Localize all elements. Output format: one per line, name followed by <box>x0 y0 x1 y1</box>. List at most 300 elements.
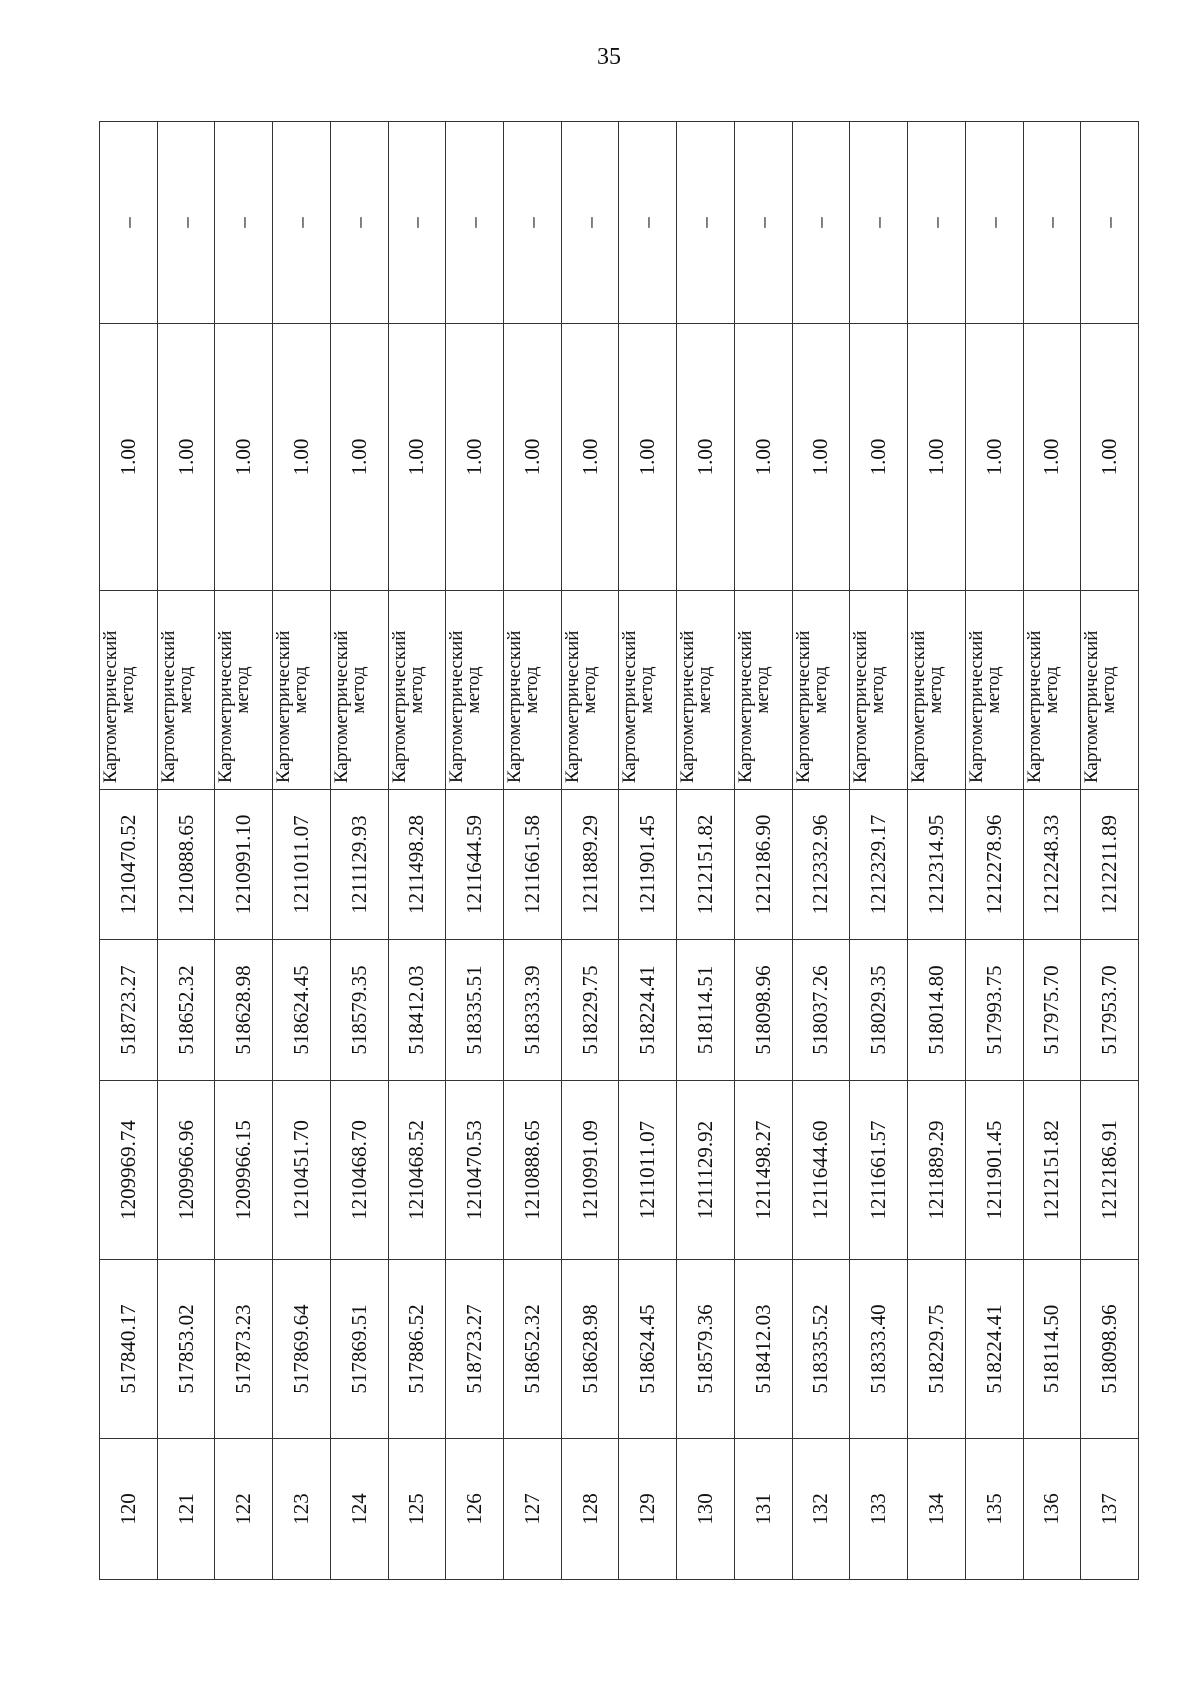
point-number: 137 <box>1097 1493 1122 1525</box>
start-x-cell <box>100 1260 158 1439</box>
note-value: – <box>1097 217 1122 228</box>
point-number: 124 <box>346 1493 371 1525</box>
end-x-value: 518723.27 <box>115 965 140 1055</box>
end-x-value: 518029.35 <box>866 965 891 1055</box>
note-value: – <box>808 217 833 228</box>
start-y-cell <box>446 1081 504 1260</box>
method-line2: метод <box>232 666 254 714</box>
accuracy-cell <box>734 324 792 591</box>
table-row <box>1081 122 1139 1580</box>
end-y-value: 1212314.95 <box>923 814 948 915</box>
method-line2: метод <box>174 666 196 714</box>
accuracy-value: 1.00 <box>866 438 891 476</box>
point-number: 128 <box>577 1493 602 1525</box>
point-number: 127 <box>519 1493 544 1525</box>
method-line2: метод <box>1040 666 1062 714</box>
point-number: 125 <box>404 1493 429 1525</box>
method-cell <box>908 591 966 790</box>
note-cell <box>619 122 677 324</box>
start-x-value: 518333.40 <box>866 1304 891 1394</box>
start-y-cell <box>792 1081 850 1260</box>
end-y-cell <box>908 790 966 940</box>
method-cell <box>1081 591 1139 790</box>
end-y-cell <box>1023 790 1081 940</box>
method-line1: Картометрический <box>561 630 583 783</box>
end-x-value: 518098.96 <box>750 965 775 1055</box>
method-cell <box>561 591 619 790</box>
start-x-value: 517869.51 <box>346 1304 371 1394</box>
table-body <box>100 122 1139 1580</box>
accuracy-cell <box>100 324 158 591</box>
accuracy-cell <box>1081 324 1139 591</box>
rotated-table-container <box>99 122 1139 1580</box>
note-value: – <box>462 217 487 228</box>
start-x-value: 518628.98 <box>577 1304 602 1394</box>
accuracy-value: 1.00 <box>404 438 429 476</box>
accuracy-value: 1.00 <box>173 438 198 476</box>
start-y-value: 1210470.53 <box>462 1120 487 1220</box>
end-x-cell <box>965 940 1023 1081</box>
note-cell <box>446 122 504 324</box>
accuracy-value: 1.00 <box>289 438 314 476</box>
note-value: – <box>693 217 718 228</box>
table-row <box>908 122 966 1580</box>
method-line1: Картометрический <box>100 630 121 783</box>
table-row <box>504 122 562 1580</box>
end-y-cell <box>157 790 215 940</box>
end-y-value: 1211901.45 <box>635 815 660 914</box>
start-x-value: 517840.17 <box>115 1304 140 1394</box>
method-cell <box>792 591 850 790</box>
start-x-value: 518098.96 <box>1097 1304 1122 1394</box>
note-value: – <box>635 217 660 228</box>
accuracy-cell <box>965 324 1023 591</box>
start-x-cell <box>619 1260 677 1439</box>
note-cell <box>504 122 562 324</box>
end-x-cell <box>330 940 388 1081</box>
start-y-cell <box>330 1081 388 1260</box>
start-x-value: 518224.41 <box>981 1304 1006 1394</box>
start-x-value: 517853.02 <box>173 1304 198 1394</box>
start-y-cell <box>677 1081 735 1260</box>
note-cell <box>1081 122 1139 324</box>
start-x-cell <box>792 1260 850 1439</box>
end-x-value: 518114.51 <box>693 965 718 1055</box>
method-line2: метод <box>117 666 138 714</box>
end-x-cell <box>792 940 850 1081</box>
start-y-value: 1210991.09 <box>577 1120 602 1220</box>
note-cell <box>850 122 908 324</box>
end-y-value: 1210470.52 <box>115 814 140 915</box>
note-value: – <box>1039 217 1064 228</box>
start-x-cell <box>330 1260 388 1439</box>
point-number-cell <box>561 1439 619 1580</box>
end-x-value: 518224.41 <box>635 965 660 1055</box>
start-x-value: 518723.27 <box>462 1304 487 1394</box>
note-cell <box>734 122 792 324</box>
accuracy-value: 1.00 <box>1039 438 1064 476</box>
method-cell <box>215 591 273 790</box>
table-row <box>734 122 792 1580</box>
note-cell <box>157 122 215 324</box>
accuracy-value: 1.00 <box>115 438 140 476</box>
start-y-value: 1211661.57 <box>866 1120 891 1220</box>
end-y-cell <box>446 790 504 940</box>
start-y-value: 1209969.74 <box>115 1120 140 1220</box>
start-x-cell <box>1023 1260 1081 1439</box>
end-x-cell <box>157 940 215 1081</box>
method-line2: метод <box>347 666 369 714</box>
end-x-cell <box>100 940 158 1081</box>
accuracy-value: 1.00 <box>1097 438 1122 476</box>
start-y-value: 1209966.96 <box>173 1120 198 1220</box>
accuracy-value: 1.00 <box>808 438 833 476</box>
end-y-cell <box>388 790 446 940</box>
start-x-cell <box>561 1260 619 1439</box>
method-line2: метод <box>636 666 658 714</box>
start-x-value: 518335.52 <box>808 1304 833 1394</box>
end-x-value: 517993.75 <box>981 965 1006 1055</box>
end-x-cell <box>446 940 504 1081</box>
end-x-cell <box>561 940 619 1081</box>
point-number-cell <box>330 1439 388 1580</box>
end-x-value: 518014.80 <box>923 965 948 1055</box>
end-y-cell <box>100 790 158 940</box>
method-line2: метод <box>809 666 831 714</box>
accuracy-cell <box>330 324 388 591</box>
method-cell <box>619 591 677 790</box>
start-y-value: 1210451.70 <box>289 1120 314 1220</box>
start-y-cell <box>215 1081 273 1260</box>
end-y-cell <box>273 790 331 940</box>
start-x-cell <box>908 1260 966 1439</box>
note-cell <box>330 122 388 324</box>
end-y-cell <box>215 790 273 940</box>
method-line1: Картометрический <box>1023 630 1045 783</box>
end-x-cell <box>850 940 908 1081</box>
end-y-value: 1211498.28 <box>404 815 429 914</box>
start-x-value: 517886.52 <box>404 1304 429 1394</box>
method-line2: метод <box>982 666 1004 714</box>
end-y-cell <box>1081 790 1139 940</box>
end-y-value: 1212278.96 <box>981 814 1006 915</box>
method-cell <box>446 591 504 790</box>
method-line2: метод <box>290 666 312 714</box>
start-x-cell <box>388 1260 446 1439</box>
start-x-cell <box>504 1260 562 1439</box>
method-line2: метод <box>694 666 716 714</box>
method-line1: Картометрический <box>908 630 930 783</box>
accuracy-cell <box>157 324 215 591</box>
end-x-value: 517975.70 <box>1039 965 1064 1055</box>
point-number: 126 <box>462 1493 487 1525</box>
note-value: – <box>577 217 602 228</box>
accuracy-cell <box>677 324 735 591</box>
point-number-cell <box>965 1439 1023 1580</box>
start-x-value: 517869.64 <box>289 1304 314 1394</box>
method-line1: Картометрический <box>157 630 179 783</box>
end-y-value: 1212329.17 <box>866 814 891 915</box>
method-line2: метод <box>521 666 543 714</box>
end-x-cell <box>215 940 273 1081</box>
accuracy-value: 1.00 <box>231 438 256 476</box>
note-cell <box>677 122 735 324</box>
note-value: – <box>866 217 891 228</box>
end-y-cell <box>792 790 850 940</box>
end-x-value: 518652.32 <box>173 965 198 1055</box>
method-cell <box>388 591 446 790</box>
point-number-cell <box>1023 1439 1081 1580</box>
start-x-cell <box>215 1260 273 1439</box>
method-line1: Картометрический <box>792 630 814 783</box>
table-row <box>215 122 273 1580</box>
start-y-value: 1211901.45 <box>981 1120 1006 1220</box>
note-value: – <box>519 217 544 228</box>
method-line1: Картометрический <box>965 630 987 783</box>
method-line1: Картометрический <box>1081 630 1103 783</box>
end-x-value: 518412.03 <box>404 965 429 1055</box>
accuracy-cell <box>446 324 504 591</box>
end-y-value: 1211129.93 <box>346 815 371 914</box>
end-y-value: 1211644.59 <box>462 815 487 914</box>
end-y-value: 1212151.82 <box>693 814 718 915</box>
method-line1: Картометрический <box>330 630 352 783</box>
end-x-cell <box>388 940 446 1081</box>
point-number-cell <box>215 1439 273 1580</box>
accuracy-value: 1.00 <box>346 438 371 476</box>
point-number: 132 <box>808 1493 833 1525</box>
coordinates-table-area <box>99 122 1139 1580</box>
point-number-cell <box>734 1439 792 1580</box>
note-cell <box>215 122 273 324</box>
end-y-cell <box>850 790 908 940</box>
method-line1: Картометрический <box>619 630 641 783</box>
start-x-value: 518229.75 <box>923 1304 948 1394</box>
accuracy-cell <box>792 324 850 591</box>
table-row <box>388 122 446 1580</box>
start-x-cell <box>734 1260 792 1439</box>
method-line2: метод <box>405 666 427 714</box>
method-line1: Картометрический <box>446 630 468 783</box>
accuracy-cell <box>273 324 331 591</box>
start-y-value: 1210468.52 <box>404 1120 429 1220</box>
table-row <box>446 122 504 1580</box>
start-y-cell <box>850 1081 908 1260</box>
start-y-value: 1212186.91 <box>1097 1120 1122 1220</box>
method-cell <box>734 591 792 790</box>
point-number-cell <box>504 1439 562 1580</box>
note-value: – <box>404 217 429 228</box>
note-value: – <box>115 217 140 228</box>
accuracy-cell <box>908 324 966 591</box>
note-cell <box>273 122 331 324</box>
point-number: 133 <box>866 1493 891 1525</box>
accuracy-value: 1.00 <box>693 438 718 476</box>
start-x-value: 517873.23 <box>231 1304 256 1394</box>
page-number: 35 <box>597 44 621 70</box>
point-number: 130 <box>693 1493 718 1525</box>
accuracy-value: 1.00 <box>981 438 1006 476</box>
point-number-cell <box>619 1439 677 1580</box>
method-line1: Картометрический <box>734 630 756 783</box>
end-x-cell <box>734 940 792 1081</box>
end-y-value: 1212186.90 <box>750 814 775 915</box>
method-line1: Картометрический <box>850 630 872 783</box>
method-line2: метод <box>1098 666 1120 714</box>
end-y-value: 1211889.29 <box>577 815 602 914</box>
method-line2: метод <box>463 666 485 714</box>
start-y-cell <box>561 1081 619 1260</box>
end-x-cell <box>908 940 966 1081</box>
start-y-cell <box>734 1081 792 1260</box>
start-y-cell <box>1023 1081 1081 1260</box>
point-number: 121 <box>173 1493 198 1525</box>
method-cell <box>273 591 331 790</box>
start-y-value: 1210468.70 <box>346 1120 371 1220</box>
accuracy-value: 1.00 <box>519 438 544 476</box>
method-cell <box>330 591 388 790</box>
method-line2: метод <box>867 666 889 714</box>
start-x-value: 518412.03 <box>750 1304 775 1394</box>
start-y-value: 1211498.27 <box>750 1120 775 1220</box>
end-x-cell <box>677 940 735 1081</box>
accuracy-cell <box>850 324 908 591</box>
point-number-cell <box>157 1439 215 1580</box>
end-x-value: 518579.35 <box>346 965 371 1055</box>
start-y-cell <box>1081 1081 1139 1260</box>
start-y-value: 1212151.82 <box>1039 1120 1064 1220</box>
end-y-value: 1212211.89 <box>1097 815 1122 914</box>
table-row <box>850 122 908 1580</box>
note-value: – <box>346 217 371 228</box>
point-number: 120 <box>115 1493 140 1525</box>
accuracy-value: 1.00 <box>462 438 487 476</box>
method-line2: метод <box>751 666 773 714</box>
table-row <box>157 122 215 1580</box>
method-line1: Картометрический <box>215 630 237 783</box>
start-y-value: 1209966.15 <box>231 1120 256 1220</box>
end-y-cell <box>965 790 1023 940</box>
accuracy-value: 1.00 <box>635 438 660 476</box>
method-line1: Картометрический <box>677 630 699 783</box>
end-x-value: 518624.45 <box>289 965 314 1055</box>
table-row <box>677 122 735 1580</box>
note-cell <box>388 122 446 324</box>
end-x-cell <box>1081 940 1139 1081</box>
table-row <box>330 122 388 1580</box>
end-y-value: 1212248.33 <box>1039 814 1064 915</box>
note-cell <box>1023 122 1081 324</box>
start-y-cell <box>619 1081 677 1260</box>
point-number-cell <box>677 1439 735 1580</box>
table-row <box>100 122 158 1580</box>
start-x-value: 518652.32 <box>519 1304 544 1394</box>
start-x-cell <box>850 1260 908 1439</box>
start-y-cell <box>388 1081 446 1260</box>
accuracy-cell <box>504 324 562 591</box>
start-y-value: 1211644.60 <box>808 1120 833 1220</box>
point-number: 135 <box>981 1493 1006 1525</box>
note-value: – <box>981 217 1006 228</box>
end-x-value: 517953.70 <box>1097 965 1122 1055</box>
start-y-cell <box>965 1081 1023 1260</box>
note-cell <box>792 122 850 324</box>
note-value: – <box>173 217 198 228</box>
start-y-cell <box>157 1081 215 1260</box>
point-number-cell <box>908 1439 966 1580</box>
start-x-cell <box>677 1260 735 1439</box>
note-cell <box>100 122 158 324</box>
end-x-cell <box>1023 940 1081 1081</box>
start-y-cell <box>100 1081 158 1260</box>
point-number-cell <box>100 1439 158 1580</box>
end-x-value: 518628.98 <box>231 965 256 1055</box>
point-number: 129 <box>635 1493 660 1525</box>
start-y-value: 1211129.92 <box>693 1120 718 1220</box>
method-line1: Картометрический <box>388 630 410 783</box>
start-x-cell <box>157 1260 215 1439</box>
table-row <box>1023 122 1081 1580</box>
accuracy-cell <box>215 324 273 591</box>
accuracy-cell <box>561 324 619 591</box>
end-y-value: 1211661.58 <box>519 815 544 914</box>
table-row <box>965 122 1023 1580</box>
end-y-cell <box>677 790 735 940</box>
start-x-cell <box>446 1260 504 1439</box>
start-x-value: 518114.50 <box>1039 1304 1064 1394</box>
end-x-value: 518229.75 <box>577 965 602 1055</box>
method-cell <box>504 591 562 790</box>
table-row <box>273 122 331 1580</box>
table-row <box>619 122 677 1580</box>
note-value: – <box>750 217 775 228</box>
note-value: – <box>289 217 314 228</box>
start-y-value: 1210888.65 <box>519 1120 544 1220</box>
accuracy-cell <box>1023 324 1081 591</box>
point-number-cell <box>850 1439 908 1580</box>
end-y-value: 1212332.96 <box>808 814 833 915</box>
end-y-cell <box>504 790 562 940</box>
end-y-value: 1210888.65 <box>173 814 198 915</box>
point-number: 122 <box>231 1493 256 1525</box>
note-cell <box>561 122 619 324</box>
end-y-cell <box>619 790 677 940</box>
start-x-cell <box>965 1260 1023 1439</box>
note-cell <box>908 122 966 324</box>
coordinates-table <box>99 121 1139 1580</box>
start-y-value: 1211011.07 <box>635 1120 660 1220</box>
end-x-cell <box>273 940 331 1081</box>
note-value: – <box>923 217 948 228</box>
table-row <box>792 122 850 1580</box>
end-x-cell <box>504 940 562 1081</box>
start-x-cell <box>1081 1260 1139 1439</box>
point-number-cell <box>792 1439 850 1580</box>
start-y-cell <box>273 1081 331 1260</box>
method-cell <box>100 591 158 790</box>
end-y-value: 1210991.10 <box>231 814 256 915</box>
point-number-cell <box>446 1439 504 1580</box>
method-line2: метод <box>578 666 600 714</box>
point-number-cell <box>388 1439 446 1580</box>
start-y-cell <box>908 1081 966 1260</box>
note-value: – <box>231 217 256 228</box>
end-y-cell <box>330 790 388 940</box>
end-x-value: 518333.39 <box>519 965 544 1055</box>
method-line1: Картометрический <box>273 630 295 783</box>
end-y-cell <box>561 790 619 940</box>
end-x-value: 518335.51 <box>462 965 487 1055</box>
